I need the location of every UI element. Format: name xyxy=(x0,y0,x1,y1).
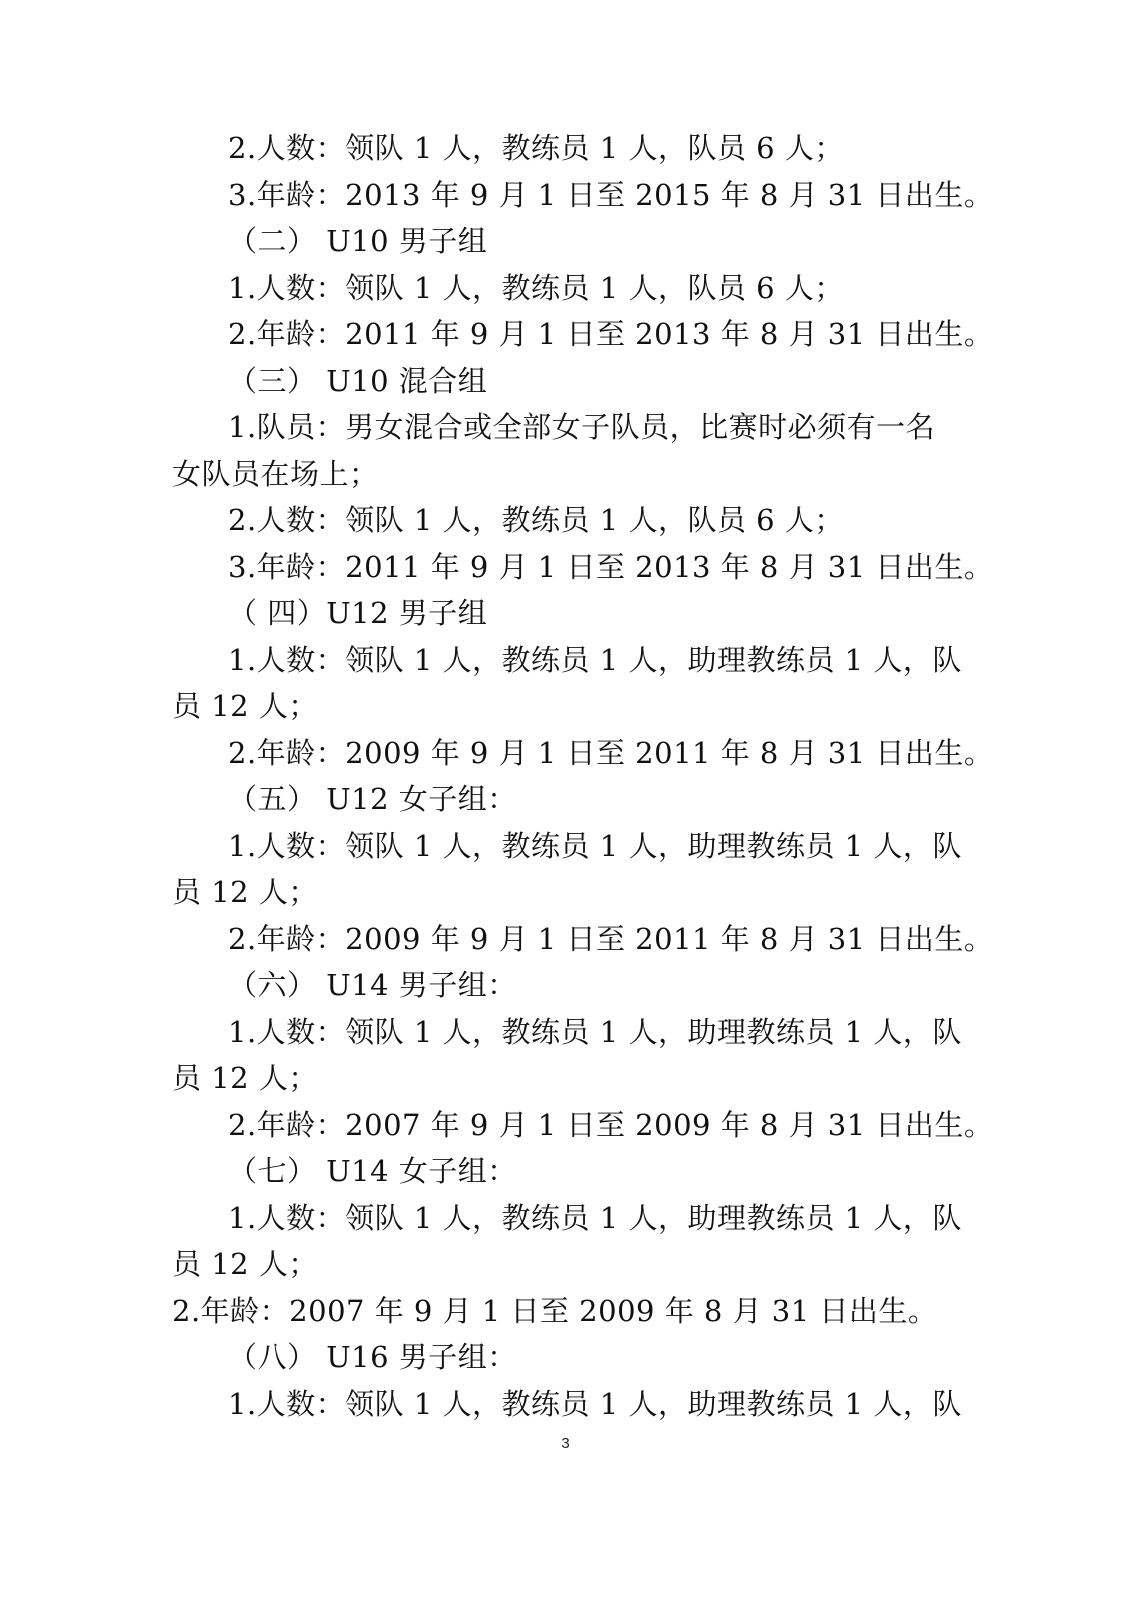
text-line: 2.年龄：2009 年 9 月 1 日至 2011 年 8 月 31 日出生。 xyxy=(228,922,994,956)
text-line: 1.人数：领队 1 人，教练员 1 人，助理教练员 1 人，队 xyxy=(228,643,962,677)
text-line: 1.队员：男女混合或全部女子队员，比赛时必须有一名 xyxy=(228,410,936,444)
text-line: 2.年龄：2007 年 9 月 1 日至 2009 年 8 月 31 日出生。 xyxy=(228,1108,994,1142)
section-heading: （ 四）U12 男子组 xyxy=(228,596,488,630)
text-line: 2.人数：领队 1 人，教练员 1 人，队员 6 人； xyxy=(228,131,844,165)
text-line: 员 12 人； xyxy=(172,689,318,723)
text-line: 3.年龄：2013 年 9 月 1 日至 2015 年 8 月 31 日出生。 xyxy=(228,178,994,212)
text-line: 2.年龄：2011 年 9 月 1 日至 2013 年 8 月 31 日出生。 xyxy=(228,317,994,351)
page-number: 3 xyxy=(561,1435,570,1452)
text-line: 1.人数：领队 1 人，教练员 1 人，助理教练员 1 人，队 xyxy=(228,829,962,863)
section-heading: （二） U10 男子组 xyxy=(228,224,488,258)
section-heading: （七） U14 女子组： xyxy=(228,1154,517,1188)
text-line: 女队员在场上； xyxy=(172,457,379,491)
text-line: 员 12 人； xyxy=(172,1247,318,1281)
text-line: 员 12 人； xyxy=(172,875,318,909)
section-heading: （五） U12 女子组： xyxy=(228,782,517,816)
text-line: 1.人数：领队 1 人，教练员 1 人，助理教练员 1 人，队 xyxy=(228,1387,962,1421)
text-line: 2.年龄：2007 年 9 月 1 日至 2009 年 8 月 31 日出生。 xyxy=(172,1294,938,1328)
text-line: 2.年龄：2009 年 9 月 1 日至 2011 年 8 月 31 日出生。 xyxy=(228,736,994,770)
section-heading: （八） U16 男子组： xyxy=(228,1340,517,1374)
text-line: 员 12 人； xyxy=(172,1061,318,1095)
text-line: 1.人数：领队 1 人，教练员 1 人，助理教练员 1 人，队 xyxy=(228,1201,962,1235)
text-line: 3.年龄：2011 年 9 月 1 日至 2013 年 8 月 31 日出生。 xyxy=(228,550,994,584)
section-heading: （三） U10 混合组 xyxy=(228,364,488,398)
text-line: 1.人数：领队 1 人，教练员 1 人，助理教练员 1 人，队 xyxy=(228,1015,962,1049)
section-heading: （六） U14 男子组： xyxy=(228,968,517,1002)
text-line: 2.人数：领队 1 人，教练员 1 人，队员 6 人； xyxy=(228,503,844,537)
text-line: 1.人数：领队 1 人，教练员 1 人，队员 6 人； xyxy=(228,271,844,305)
